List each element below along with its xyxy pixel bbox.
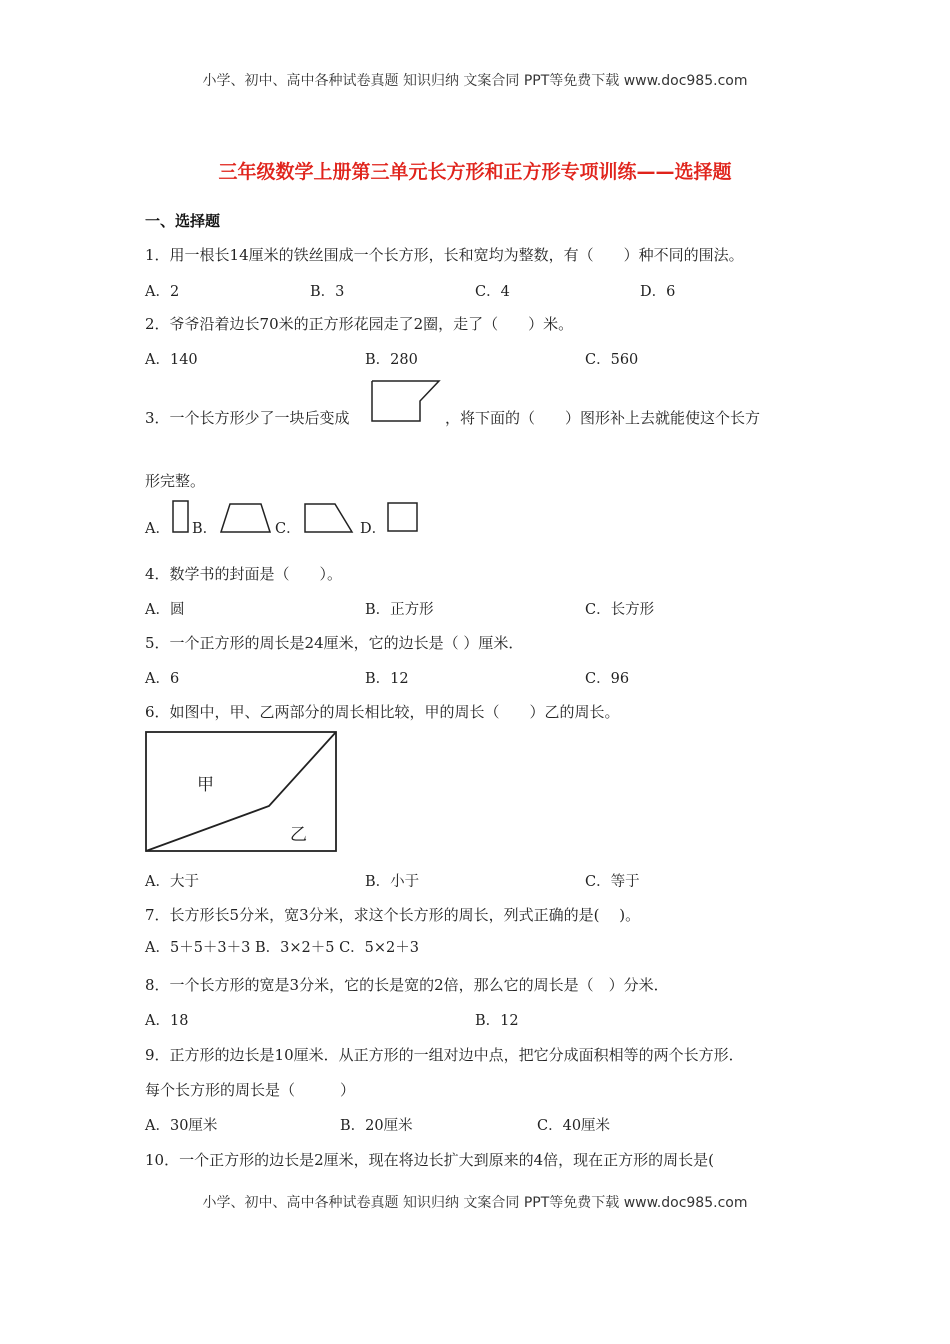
q8-option-b[interactable]: B．12 xyxy=(475,1013,519,1029)
question-3-part2: ，将下面的（ ）图形补上去就能使这个长方 xyxy=(445,409,761,427)
question-4: 4．数学书的封面是（ ）。 xyxy=(145,565,343,583)
question-8: 8．一个长方形的宽是3分米，它的长是宽的2倍，那么它的周长是（ ）分米． xyxy=(145,976,669,994)
question-3-line2: 形完整。 xyxy=(145,472,206,490)
question-7: 7．长方形长5分米，宽3分米，求这个长方形的周长，列式正确的是( )。 xyxy=(145,906,641,924)
question-1: 1．用一根长14厘米的铁丝围成一个长方形，长和宽均为整数，有（ ）种不同的围法。 xyxy=(145,246,744,264)
q7-options[interactable]: A．5＋5＋3＋3 B．3×2＋5 C．5×2＋3 xyxy=(145,940,419,956)
q3-incomplete-shape-figure xyxy=(371,379,441,423)
section-heading: 一、选择题 xyxy=(145,212,221,230)
q2-option-b[interactable]: B．280 xyxy=(365,352,418,368)
q2-option-c[interactable]: C．560 xyxy=(585,352,639,368)
q6-label-yi: 乙 xyxy=(290,825,307,845)
q3-option-d-square-icon xyxy=(387,502,419,532)
page-footer: 小学、初中、高中各种试卷真题 知识归纳 文案合同 PPT等免费下载 www.doc985.com xyxy=(202,1195,748,1211)
q2-option-a[interactable]: A．140 xyxy=(145,352,198,368)
question-10: 10．一个正方形的边长是2厘米，现在将边长扩大到原来的4倍，现在正方形的周长是( xyxy=(145,1151,715,1169)
question-9-line2: 每个长方形的周长是（ ） xyxy=(145,1081,356,1099)
q6-option-b[interactable]: B．小于 xyxy=(365,874,420,890)
q5-option-b[interactable]: B．12 xyxy=(365,671,409,687)
q6-rectangle-diagram xyxy=(145,731,338,853)
q1-option-c[interactable]: C．4 xyxy=(475,284,510,300)
q8-option-a[interactable]: A．18 xyxy=(145,1013,189,1029)
q4-option-a[interactable]: A．圆 xyxy=(145,602,185,618)
q6-label-jia: 甲 xyxy=(197,775,214,795)
q3-option-b-trapezoid-icon xyxy=(220,503,272,533)
question-9: 9．正方形的边长是10厘米．从正方形的一组对边中点，把它分成面积相等的两个长方形． xyxy=(145,1046,744,1064)
q9-option-a[interactable]: A．30厘米 xyxy=(145,1118,218,1134)
q3-option-c-right-trapezoid-icon xyxy=(304,503,354,533)
q1-option-d[interactable]: D．6 xyxy=(640,284,676,300)
q3-option-d[interactable]: D． xyxy=(360,521,387,537)
question-2: 2．爷爷沿着边长70米的正方形花园走了2圈，走了（ ）米。 xyxy=(145,315,574,333)
question-3-part1: 3．一个长方形少了一块后变成 xyxy=(145,409,350,427)
q4-option-c[interactable]: C．长方形 xyxy=(585,602,655,618)
q1-option-b[interactable]: B．3 xyxy=(310,284,345,300)
question-6: 6．如图中，甲、乙两部分的周长相比较，甲的周长（ ）乙的周长。 xyxy=(145,703,620,721)
q9-option-b[interactable]: B．20厘米 xyxy=(340,1118,413,1134)
q3-option-a[interactable]: A． xyxy=(145,521,170,537)
q1-option-a[interactable]: A．2 xyxy=(145,284,180,300)
question-5: 5．一个正方形的周长是24厘米，它的边长是（ ）厘米． xyxy=(145,634,524,652)
q3-option-a-tall-rectangle-icon xyxy=(172,500,190,534)
q6-option-a[interactable]: A．大于 xyxy=(145,874,199,890)
page-header: 小学、初中、高中各种试卷真题 知识归纳 文案合同 PPT等免费下载 www.doc985.com xyxy=(202,73,748,89)
q3-option-b[interactable]: B． xyxy=(192,521,218,537)
q6-option-c[interactable]: C．等于 xyxy=(585,874,640,890)
q9-option-c[interactable]: C．40厘米 xyxy=(537,1118,611,1134)
q5-option-a[interactable]: A．6 xyxy=(145,671,180,687)
q4-option-b[interactable]: B．正方形 xyxy=(365,602,434,618)
page-title: 三年级数学上册第三单元长方形和正方形专项训练——选择题 xyxy=(218,161,732,183)
q5-option-c[interactable]: C．96 xyxy=(585,671,630,687)
q3-option-c[interactable]: C． xyxy=(275,521,301,537)
